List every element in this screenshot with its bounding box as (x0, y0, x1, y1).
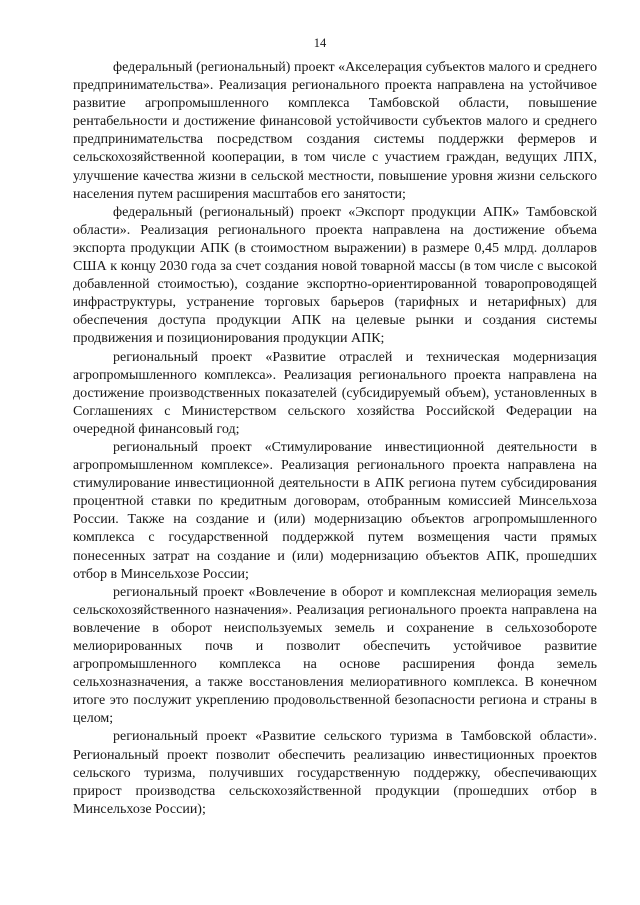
page-number: 14 (313, 36, 327, 50)
paragraph-modernization-project: региональный проект «Развитие отраслей и техническая модернизация агропромышленного комплекса». Реализация регионального проекта направлена на достижение производственных показателей (субсидируемый объем), установленных в Соглашениях с Министерством сельского хозяйства Российской Федерации на очередной финансовый год; (73, 349, 597, 437)
paragraph-investment-project: региональный проект «Стимулирование инвестиционной деятельности в агропромышленном комплексе». Реализация регионального проекта направлена на стимулирование инвестиционной деятельности в АПК региона путем субсидирования процентной ставки по кредитным договорам, отобранным комиссией Минсельхоза России. Также на создание и (или) модернизацию объектов агропромышленного комплекса с государственной поддержкой путем возмещения части прямых понесенных затрат на создание и (или) модернизацию объектов АПК, прошедших отбор в Минсельхозе России; (73, 439, 597, 582)
paragraph-rural-tourism-project: региональный проект «Развитие сельского туризма в Тамбовской области». Региональный проект позволит обеспечить реализацию инвестиционных проектов сельского туризма, получивших государственную поддержку, обеспечивающих прирост производства сельскохозяйственной продукции (прошедших отбор в Минсельхозе России); (73, 729, 597, 817)
paragraph-land-reclamation-project: региональный проект «Вовлечение в оборот и комплексная мелиорация земель сельскохозяйственного назначения». Реализация регионального проекта направлена на вовлечение в оборот неиспользуемых земель и сохранение в сельхозобороте мелиорированных почв и позволит обеспечить устойчивое развитие агропромышленного комплекса на основе расширения фонда земель сельхозназначения, а также восстановления мелиоративного комплекса. В конечном итоге это послужит укреплению продовольственной безопасности региона и страны в целом; (73, 584, 597, 727)
paragraph-acceleration-project: федеральный (региональный) проект «Акселерация субъектов малого и среднего предпринимательства». Реализация регионального проекта направлена на устойчивое развитие агропромышленного комплекса Тамбовской области, повышение рентабельности и достижение финансовой устойчивости субъектов малого и среднего предпринимательства посредством создания системы поддержки фермеров и сельскохозяйственной кооперации, в том числе с участием граждан, ведущих ЛПХ, улучшение качества жизни в сельской местности, повышение уровня жизни сельского населения путем расширения масштабов его занятости; (73, 60, 597, 202)
document-body (73, 59, 597, 819)
paragraph-export-project: федеральный (региональный) проект «Экспорт продукции АПК» Тамбовской области». Реализация регионального проекта направлена на достижение объема экспорта продукции АПК (в стоимостном выражении) в размере 0,45 млрд. долларов США к концу 2030 года за счет создания новой товарной массы (в том числе с высокой добавленной стоимостью), создание экспортно-ориентированной товаропроводящей инфраструктуры, устранение торговых барьеров (тарифных и нетарифных) для обеспечения доступа продукции АПК на целевые рынки и создания системы продвижения и позиционирования продукции АПК; (73, 204, 597, 347)
